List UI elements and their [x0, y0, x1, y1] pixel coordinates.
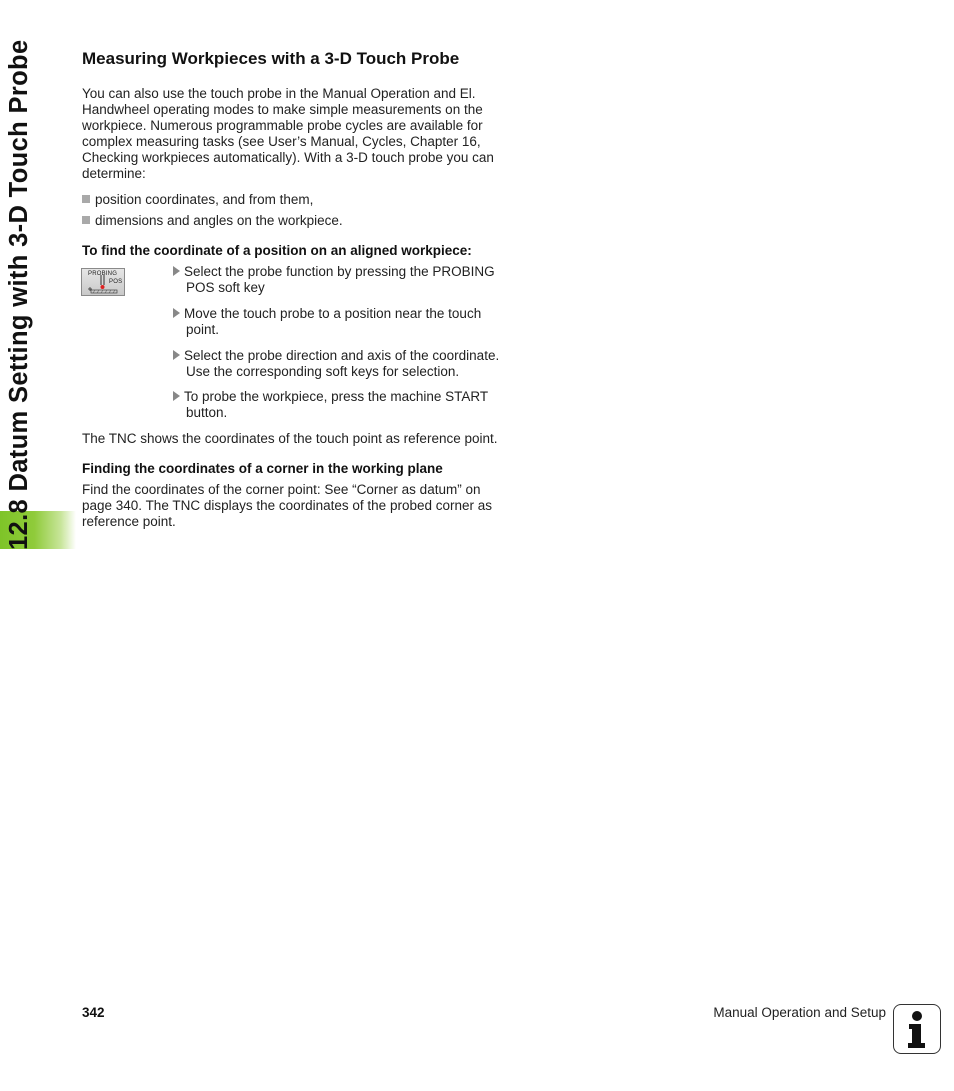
corner-paragraph — [82, 482, 532, 530]
step-arrow-icon — [173, 391, 180, 401]
info-icon — [893, 1004, 941, 1054]
step-text: point. — [186, 322, 220, 337]
procedure-step — [173, 389, 533, 421]
list-item — [82, 213, 343, 229]
list-item — [82, 192, 313, 208]
probing-pos-softkey — [81, 268, 125, 296]
step-text: POS soft key — [186, 280, 265, 295]
corner-title: Finding the coordinates of a corner in the working plane — [82, 461, 443, 476]
page-number: 342 — [82, 1005, 105, 1020]
softkey-label: POS — [109, 279, 123, 285]
section-title: Measuring Workpieces with a 3-D Touch Probe — [82, 49, 460, 68]
step-text: Move the touch probe to a position near the touch — [184, 306, 482, 321]
section-header — [82, 48, 532, 70]
procedure-title: To find the coordinate of a position on an aligned workpiece: — [82, 243, 472, 258]
intro-line: workpiece. Numerous programmable probe cycles are available for — [82, 118, 483, 133]
bullet-text: position coordinates, and from them, — [95, 192, 314, 207]
intro-paragraph — [82, 86, 532, 182]
bullet-square-icon — [82, 216, 90, 224]
intro-line: Checking workpieces automatically). With a 3-D touch probe you can — [82, 150, 494, 165]
corner-line: page 340. The TNC displays the coordinates of the probed corner as — [82, 498, 493, 513]
procedure-step — [173, 348, 533, 380]
softkey-label: PROBING — [88, 271, 118, 277]
bullet-square-icon — [82, 195, 90, 203]
procedure-result: The TNC shows the coordinates of the touch point as reference point. — [82, 431, 498, 446]
procedure-step — [173, 306, 533, 338]
info-glyph-icon — [894, 1005, 939, 1052]
step-arrow-icon — [173, 308, 180, 318]
intro-line: complex measuring tasks (see User’s Manual, Cycles, Chapter 16, — [82, 134, 481, 149]
bullet-text: dimensions and angles on the workpiece. — [95, 213, 343, 228]
probe-symbol-icon — [81, 268, 125, 296]
procedure-step — [173, 264, 533, 296]
step-arrow-icon — [173, 350, 180, 360]
footer-chapter-title: Manual Operation and Setup — [713, 1005, 886, 1020]
step-text: button. — [186, 405, 228, 420]
step-text: To probe the workpiece, press the machine START — [184, 389, 489, 404]
intro-line: Handwheel operating modes to make simple measurements on the — [82, 102, 483, 117]
step-text: Use the corresponding soft keys for selection. — [186, 364, 460, 379]
step-text: Select the probe function by pressing the PROBING — [184, 264, 495, 279]
intro-line: You can also use the touch probe in the Manual Operation and El. — [82, 86, 476, 101]
step-arrow-icon — [173, 266, 180, 276]
chapter-side-title — [5, 39, 33, 550]
step-text: Select the probe direction and axis of the coordinate. — [184, 348, 500, 363]
corner-line: reference point. — [82, 514, 176, 529]
chapter-title-text: 12.8 Datum Setting with 3-D Touch Probe — [5, 39, 33, 550]
corner-line: Find the coordinates of the corner point: See “Corner as datum” on — [82, 482, 481, 497]
intro-line: determine: — [82, 166, 146, 181]
